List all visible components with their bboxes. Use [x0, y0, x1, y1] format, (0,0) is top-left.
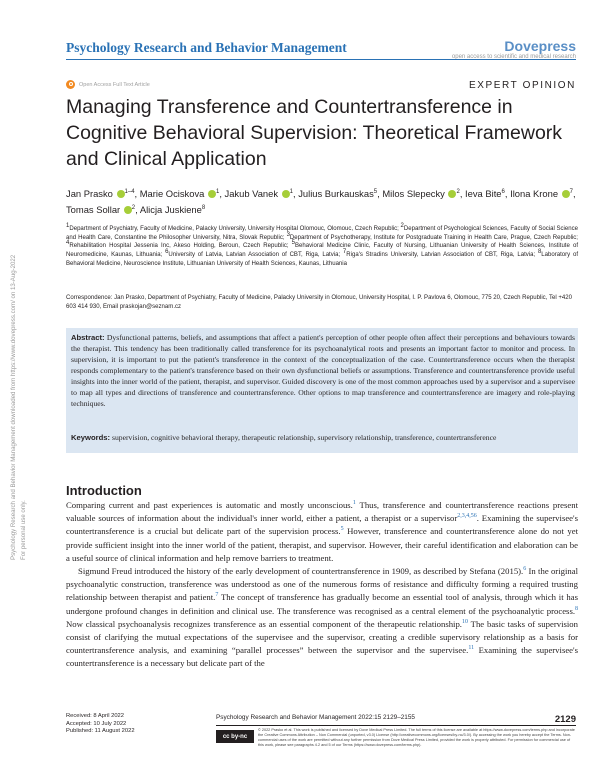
- article-type: EXPERT OPINION: [468, 80, 576, 91]
- citation-link[interactable]: 5: [340, 526, 344, 533]
- journal-name[interactable]: Psychology Research and Behavior Management: [66, 40, 347, 55]
- section-heading: Introduction: [66, 483, 142, 498]
- paragraph: Comparing current and past experiences is automatic and mostly unconscious.$^1$ Thus, transference and countertransference reactions present valuable sources of information about the individual's inner world, either a patient, a therapist or a supervisor$^{2,3,4,56}$. Examining the supervisee's countertransference is a crucial but delicate part of the supervision process.$^5$ However, transference and countertransference alone do not yet provide sufficient insight into the inner world of the patient, therapist, and supervisor. However, their careful identification and elaboration can be a useful source of clinical information and help remove barriers to treatment.: [66, 500, 579, 563]
- published-date: Published: 11 August 2022: [66, 728, 135, 734]
- cc-license-icon[interactable]: cc by-nc: [216, 730, 254, 743]
- citation-link[interactable]: 6: [523, 566, 527, 573]
- abstract: [71, 332, 575, 409]
- author[interactable]: Ieva Bite$^6$,: [465, 188, 508, 199]
- open-access-lock-icon: [66, 80, 75, 89]
- paragraph: Sigmund Freud introduced the history of the early development of countertransference in 1909, as described by Stefana (2015).$^6$ In the original psychoanalytic construction, transference was understood as one of the numerous forms of resistance and difficulty forming a required trusting relationship between therapist and patient.$^7$ The concept of transference has gradually become an essential tool of analysis, through which it has undergone profound changes in definition and clinical use. The transference was recognised as a central element of the psychoanalytic process.$^8$ Now classical psychoanalysis recognizes transference as an essential component of the therapeutic relationship.$^{10}$ The basic tasks of supervision consist of clarifying the mutual expectations of the supervisee and the supervisor, creating a credible supervisory relationship as a basis for countertransference analysis, and examining “parallel processes” between the supervisor and the supervisee.$^{11}$ Examining the supervisee's countertransference is a necessary but delicate part of the: [66, 566, 578, 669]
- author[interactable]: Jan Prasko $^{1-4}$,: [66, 188, 138, 199]
- correspondence: Correspondence: Jan Prasko, Department of Psychiatry, Faculty of Medicine, Palacky University in Olomouc, University Hospital, I. P. Pavlova 6, Olomouc, 775 20, Czech Republic, Tel +420 603 414 930, Email praskojan@seznam.cz: [66, 295, 572, 310]
- author[interactable]: Marie Ociskova $^1$,: [139, 188, 222, 199]
- citation-link[interactable]: 11: [468, 645, 475, 652]
- keywords: [71, 432, 575, 443]
- author[interactable]: Julius Burkauskas$^5$,: [298, 188, 380, 199]
- author[interactable]: Alicja Juskiene$^8$: [139, 204, 206, 215]
- open-access-text: Open Access Full Text Article: [79, 81, 150, 88]
- watermark-line1: Psychology Research and Behavior Management downloaded from https://www.dovepress.com/ on 13-Aug-2022: [10, 254, 17, 560]
- footer-divider: [216, 725, 576, 726]
- license-text: © 2022 Prasko et al. This work is published and licensed by Dove Medical Press Limited. The full terms of this license are available at https://www.dovepress.com/terms.php and incorporate the Creative Commons Attribution – Non Commercial (unported, v3.0) License (http://creativecommons.org/licenses/by-nc/3.0/). By accessing the work you hereby accept the Terms. Non-commercial uses of the work are permitted without any further permission from Dove Medical Press Limited, provided the work is properly attributed. For permission for commercial use of this work, please see paragraphs 4.2 and 5 of our Terms (https://www.dovepress.com/terms.php).: [258, 728, 575, 747]
- orcid-icon[interactable]: [282, 190, 290, 198]
- citation-link[interactable]: 7: [215, 592, 219, 599]
- author[interactable]: Milos Slepecky $^2$,: [382, 188, 463, 199]
- publisher-tagline: open access to scientific and medical research: [451, 54, 576, 60]
- footer-citation[interactable]: Psychology Research and Behavior Management 2022:15 2129–2155: [216, 714, 415, 721]
- author-list: [66, 186, 581, 218]
- affiliations: $^1$Department of Psychiatry, Faculty of Medicine, Palacky University, University Hospital Olomouc, Olomouc, Czech Republic; $^2$Department of Psychological Sciences, Faculty of Social Science and Health Care, Constantine the Philosopher University, Nitra, Slovak Republic; $^3$Department of Psychotherapy, Institute for Postgraduate Training in Health Care, Prague, Czech Republic; $^4$Rehabilitation Hospital Jessenia Inc, Akeso Holding, Beroun, Czech Republic; $^5$Behavioral Medicine Clinic, Faculty of Nursing, Lithuanian University of Health Sciences, Institute of Neuromedicine, Kaunas, Lithuania; $^6$University of Latvia, Latvian Association of CBT, Riga, Latvia; $^7$Riga's Stradins University, Latvian Association of CBT, Riga, Latvia; $^8$Laboratory of Behavioral Medicine, Neuroscience Institute, Lithuanian University of Health Sciences, Kaunas, Lithuania: [66, 222, 579, 267]
- received-date: Received: 8 April 2022: [66, 713, 125, 719]
- orcid-icon[interactable]: [562, 190, 570, 198]
- keywords-text: supervision, cognitive behavioral therapy, therapeutic relationship, supervisory relationship, transference, countertransference: [111, 433, 497, 442]
- author[interactable]: Tomas Sollar $^2$,: [66, 204, 138, 215]
- abstract-text: Dysfunctional patterns, beliefs, and assumptions that affect a patient's perception of other people often affect their perceptions and behaviours towards the therapist. This tendency has been traditionally called transference for its psychoanalytical roots and presents an important factor to monitor and process. In supervision, it is important to put the patient's transference in the context of the conceptualization of the case. Countertransference occurs when the therapist responds complementary to the patient's transference based on their own dysfunctional beliefs or assumptions. Transference and countertransference provide useful insights into the inner world of the patient, therapist, and supervisor. Guided discovery is one of the most common approaches used by a supervisor and a supervisee to map all types and directions of transference and countertransference. Other options to map transference and countertransference are imagery and role-playing techniques.: [71, 333, 575, 409]
- accepted-date: Accepted: 10 July 2022: [66, 720, 127, 727]
- open-access-label: [66, 80, 150, 89]
- page-number: 2129: [554, 714, 576, 725]
- citation-link[interactable]: 2,3,4,56: [457, 513, 477, 520]
- header-divider: [66, 59, 576, 60]
- author[interactable]: Ilona Krone $^7$,: [510, 188, 576, 199]
- download-watermark: [10, 140, 46, 560]
- abstract-label: Abstract:: [71, 333, 105, 342]
- publisher-brand[interactable]: [452, 38, 576, 60]
- citation-link[interactable]: 1: [352, 500, 356, 507]
- watermark-line2: For personal use only.: [20, 500, 27, 560]
- body-text: [66, 499, 578, 671]
- article-title: Managing Transference and Countertransference in Cognitive Behavioral Supervision: Theoretical Framework and Clinical Application: [66, 96, 563, 170]
- keywords-label: Keywords:: [71, 433, 111, 442]
- orcid-icon[interactable]: [124, 206, 132, 214]
- publication-dates: [66, 713, 135, 736]
- author[interactable]: Jakub Vanek $^1$,: [224, 188, 296, 199]
- citation-link[interactable]: 8: [575, 605, 578, 612]
- publisher-logo-text: Dovepress: [504, 38, 576, 54]
- orcid-icon[interactable]: [117, 190, 125, 198]
- orcid-icon[interactable]: [208, 190, 216, 198]
- citation-link[interactable]: 10: [461, 618, 468, 625]
